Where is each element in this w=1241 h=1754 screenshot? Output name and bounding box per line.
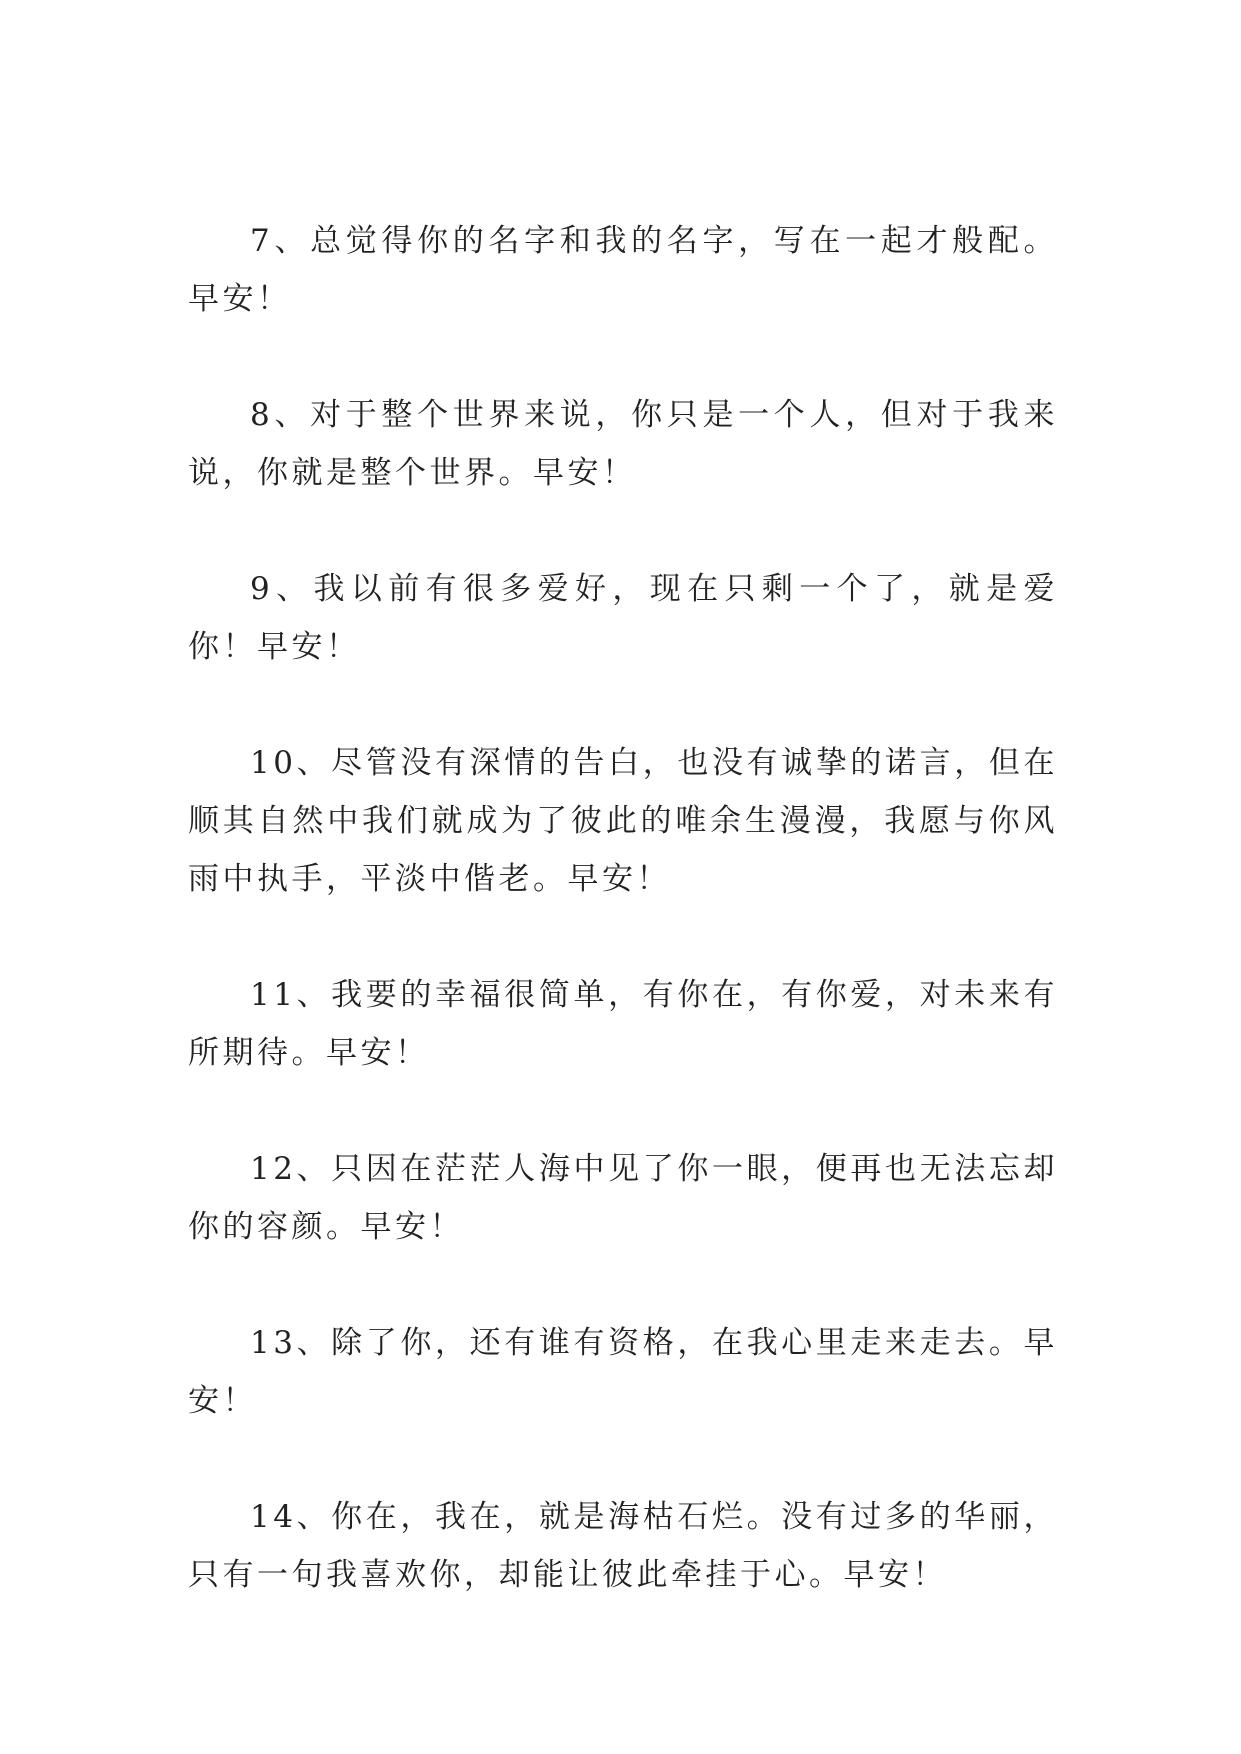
paragraph-14: 14、你在，我在，就是海枯石烂。没有过多的华丽，只有一句我喜欢你，却能让彼此牵挂于心。早安！ — [188, 1499, 1058, 1593]
paragraph-10: 10、尽管没有深情的告白，也没有诚挚的诺言，但在顺其自然中我们就成为了彼此的唯余生漫漫，我愿与你风雨中执手，平淡中偕老。早安！ — [188, 745, 1058, 897]
paragraph-11: 11、我要的幸福很简单，有你在，有你爱，对未来有所期待。早安！ — [188, 977, 1058, 1071]
document-body — [188, 212, 1058, 1604]
paragraph-7: 7、总觉得你的名字和我的名字，写在一起才般配。早安！ — [188, 223, 1058, 317]
paragraph-8: 8、对于整个世界来说，你只是一个人，但对于我来说，你就是整个世界。早安！ — [188, 397, 1058, 491]
paragraph-12: 12、只因在茫茫人海中见了你一眼，便再也无法忘却你的容颜。早安！ — [188, 1151, 1058, 1245]
paragraph-13: 13、除了你，还有谁有资格，在我心里走来走去。早安！ — [188, 1325, 1058, 1419]
paragraph-9: 9、我以前有很多爱好，现在只剩一个了，就是爱你！早安！ — [188, 571, 1058, 665]
